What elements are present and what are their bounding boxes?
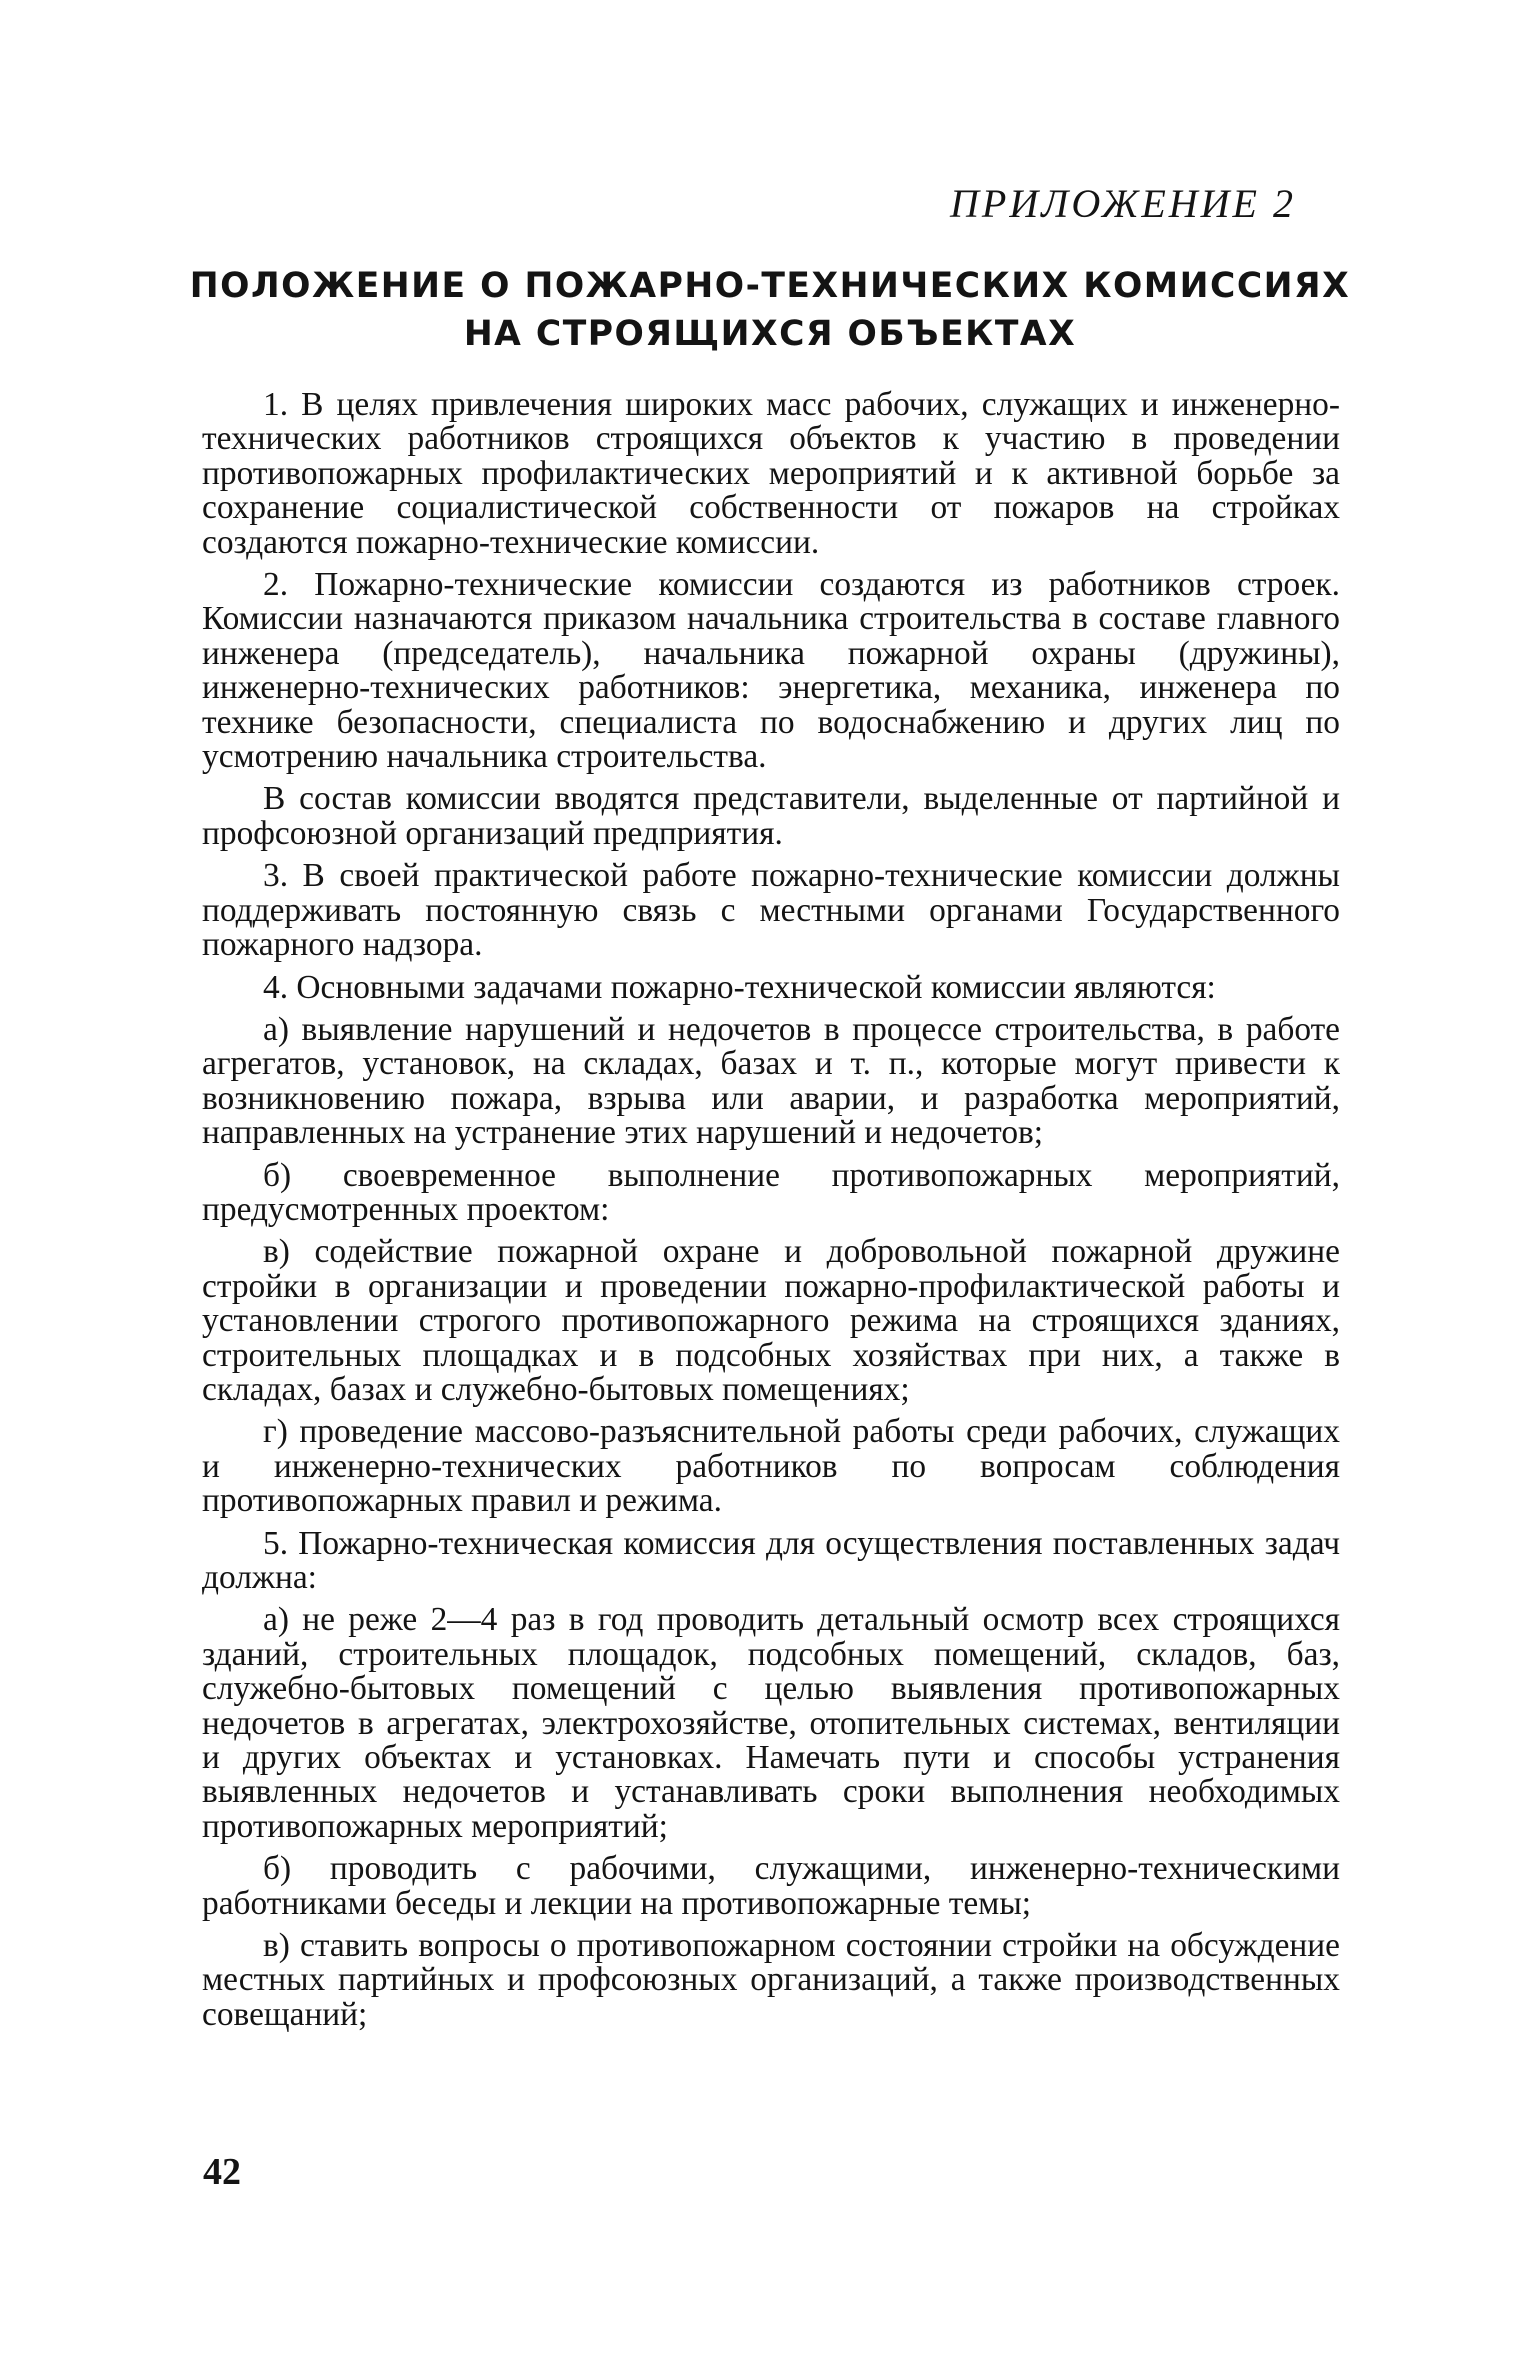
paragraph-5: 5. Пожарно-техническая комиссия для осуществления поставленных задач должна: [202, 1524, 1340, 1596]
paragraph-2: 2. Пожарно-технические комиссии создаются из работников строек. Комиссии назначаются приказом начальника строительства в составе главного инженера (председатель), начальника пожарной охраны (дружины), инженерно-технических работников: энергетика, механика, инженера по технике безопасности, специалиста по водоснабжению и других лиц по усмотрению начальника строительства. [202, 566, 1340, 776]
paragraph-2-members: В состав комиссии вводятся представители, выделенные от партийной и профсоюзной организаций предприятия. [202, 780, 1340, 852]
paragraph-5c: в) ставить вопросы о противопожарном состоянии стройки на обсуждение местных партийных и профсоюзных организаций, а также производственных совещаний; [202, 1927, 1340, 2033]
title-line-2: НА СТРОЯЩИХСЯ ОБЪЕКТАХ [463, 314, 1077, 354]
paragraph-4: 4. Основными задачами пожарно-технической комиссии являются: [263, 968, 1216, 1006]
title-line-1: ПОЛОЖЕНИЕ О ПОЖАРНО-ТЕХНИЧЕСКИХ КОМИССИЯХ [189, 266, 1351, 306]
page-number: 42 [203, 2151, 241, 2193]
document-body [202, 388, 1340, 2040]
paragraph-4b: б) своевременное выполнение противопожарных мероприятий, предусмотренных проектом: [202, 1156, 1340, 1228]
paragraph-3: 3. В своей практической работе пожарно-технические комиссии должны поддерживать постоянную связь с местными органами Государственного пожарного надзора. [202, 857, 1340, 964]
paragraph-5a: а) не реже 2—4 раз в год проводить детальный осмотр всех строящихся зданий, строительных площадок, подсобных помещений, складов, баз, служебно-бытовых помещений с целью выявления противопожарных недочетов в агрегатах, электрохозяйстве, отопительных системах, вентиляции и других объектах и установках. Намечать пути и способы устранения выявленных недочетов и устанавливать сроки выполнения необходимых противопожарных мероприятий; [202, 1601, 1340, 1845]
paragraph-4a: а) выявление нарушений и недочетов в процессе строительства, в работе агрегатов, установок, на складах, базах и т. п., которые могут привести к возникновению пожара, взрыва или аварии, и разработка мероприятий, направленных на устранение этих нарушений и недочетов; [202, 1010, 1340, 1152]
appendix-label: ПРИЛОЖЕНИЕ 2 [950, 181, 1296, 226]
paragraph-5b: б) проводить с рабочими, служащими, инженерно-техническими работниками беседы и лекции на противопожарные темы; [202, 1850, 1340, 1922]
paragraph-4d: г) проведение массово-разъяснительной работы среди рабочих, служащих и инженерно-технических работников по вопросам соблюдения противопожарных правил и режима. [202, 1413, 1340, 1520]
paragraph-1: 1. В целях привлечения широких масс рабочих, служащих и инженерно-технических работников строящихся объектов к участию в проведении противопожарных профилактических мероприятий и к активной борьбе за сохранение социалистической собственности от пожаров на стройках создаются пожарно-технические комиссии. [202, 386, 1340, 561]
document-title [170, 262, 1370, 358]
paragraph-4c: в) содействие пожарной охране и добровольной пожарной дружине стройки в организации и проведении пожарно-профилактической работы и установлении строгого противопожарного режима на строящихся зданиях, строительных площадках и в подсобных хозяйствах при них, а также в складах, базах и служебно-бытовых помещениях; [202, 1233, 1340, 1408]
